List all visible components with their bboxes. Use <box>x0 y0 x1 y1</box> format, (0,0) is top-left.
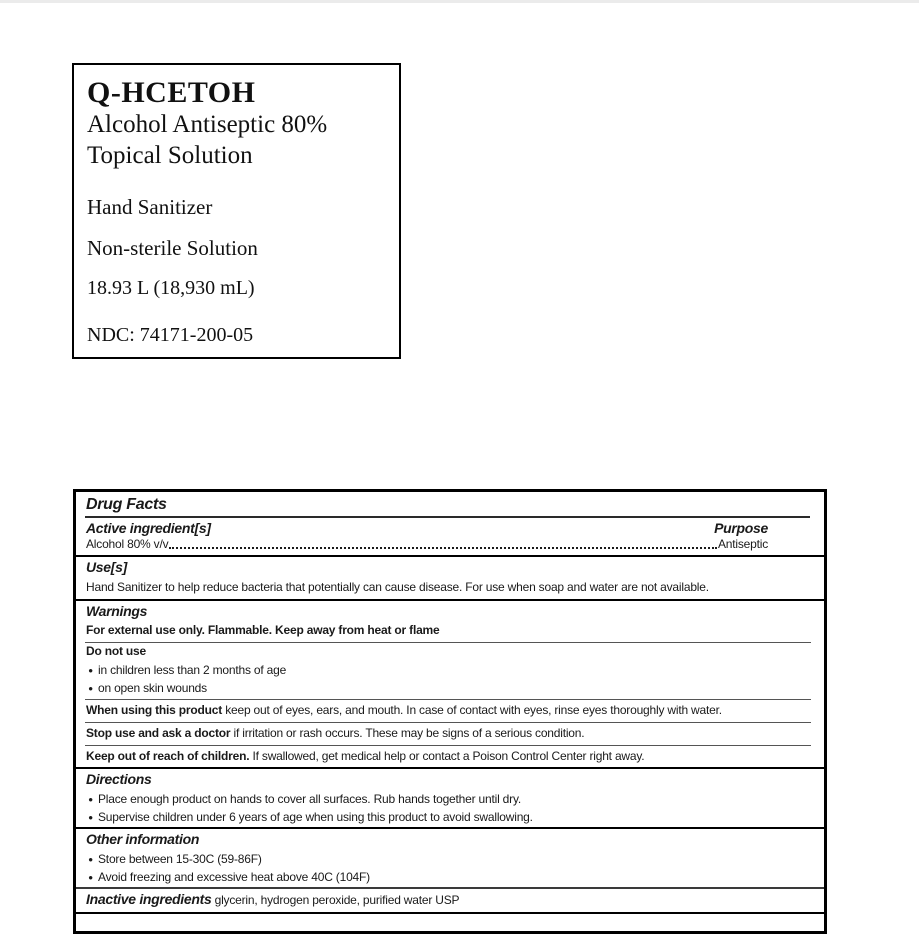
warnings-divider <box>85 642 811 643</box>
stop-use-bold: Stop use and ask a doctor <box>86 726 231 740</box>
active-ingredient-header-row <box>76 518 824 537</box>
warnings-divider <box>85 699 811 700</box>
stop-use-paragraph <box>76 724 824 744</box>
directions-item-text: • Supervise children under 6 years of age when using this product to avoid swallowing. <box>98 810 533 824</box>
warnings-divider <box>85 722 811 723</box>
drug-facts-panel <box>73 489 827 934</box>
active-ingredient-row <box>76 537 824 555</box>
ndc-number: NDC: 74171-200-05 <box>87 324 254 346</box>
do-not-use-item <box>76 662 824 680</box>
uses-section <box>76 557 824 579</box>
do-not-use-item-text: • in children less than 2 months of age <box>98 663 287 677</box>
product-form: Non-sterile Solution <box>87 236 258 260</box>
stop-use-text: if irritation or rash occurs. These may be signs of a serious condition. <box>230 726 585 740</box>
dot-leader <box>169 547 717 549</box>
page-top-edge <box>0 0 919 3</box>
directions-item <box>76 791 824 809</box>
inactive-ingredients-row <box>76 889 824 912</box>
product-title-line2: Topical Solution <box>87 142 253 169</box>
keep-out-bold: Keep out of reach of children. <box>86 749 250 763</box>
net-contents: 18.93 L (18,930 mL) <box>87 277 255 299</box>
product-label-box <box>72 63 401 359</box>
do-not-use-item <box>76 680 824 698</box>
keep-out-paragraph <box>76 747 824 767</box>
active-ingredient-header: Active ingredient[s] <box>86 520 211 536</box>
directions-header: Directions <box>86 771 152 787</box>
warnings-section <box>76 601 824 623</box>
product-title-line1: Alcohol Antiseptic 80% <box>87 111 328 138</box>
directions-item-text: • Place enough product on hands to cover all surfaces. Rub hands together until dry. <box>98 792 521 806</box>
warnings-header: Warnings <box>86 603 148 619</box>
other-information-item <box>76 869 824 887</box>
other-information-item-text: • Avoid freezing and excessive heat above 40C (104F) <box>98 870 370 884</box>
directions-item <box>76 809 824 827</box>
other-information-header: Other information <box>86 831 200 847</box>
uses-text: Hand Sanitizer to help reduce bacteria that potentially can cause disease. For use when soap and water are not available. <box>86 580 709 594</box>
when-using-text: keep out of eyes, ears, and mouth. In case of contact with eyes, rinse eyes thoroughly with water. <box>222 703 722 717</box>
other-information-section <box>76 829 824 851</box>
uses-header: Use[s] <box>86 559 127 575</box>
warnings-divider <box>85 745 811 746</box>
drug-facts-title: Drug Facts <box>86 496 167 513</box>
flammable-warning: For external use only. Flammable. Keep away from heat or flame <box>86 623 440 637</box>
do-not-use-header: Do not use <box>86 644 146 658</box>
other-information-item-text: • Store between 15-30C (59-86F) <box>98 852 262 866</box>
purpose-header: Purpose <box>714 520 768 536</box>
directions-section <box>76 769 824 791</box>
keep-out-text: If swallowed, get medical help or contact a Poison Control Center right away. <box>249 749 645 763</box>
inactive-ingredients-header: Inactive ingredients <box>86 891 212 907</box>
purpose-value: Antiseptic <box>717 537 768 551</box>
inactive-ingredients-text: glycerin, hydrogen peroxide, purified water USP <box>211 893 460 907</box>
brand-name: Q-HCETOH <box>87 76 256 109</box>
product-type: Hand Sanitizer <box>87 195 213 219</box>
other-information-item <box>76 851 824 869</box>
do-not-use-item-text: • on open skin wounds <box>98 681 207 695</box>
active-ingredient-value: Alcohol 80% v/v <box>86 537 169 551</box>
when-using-bold: When using this product <box>86 703 223 717</box>
when-using-paragraph <box>76 701 824 721</box>
